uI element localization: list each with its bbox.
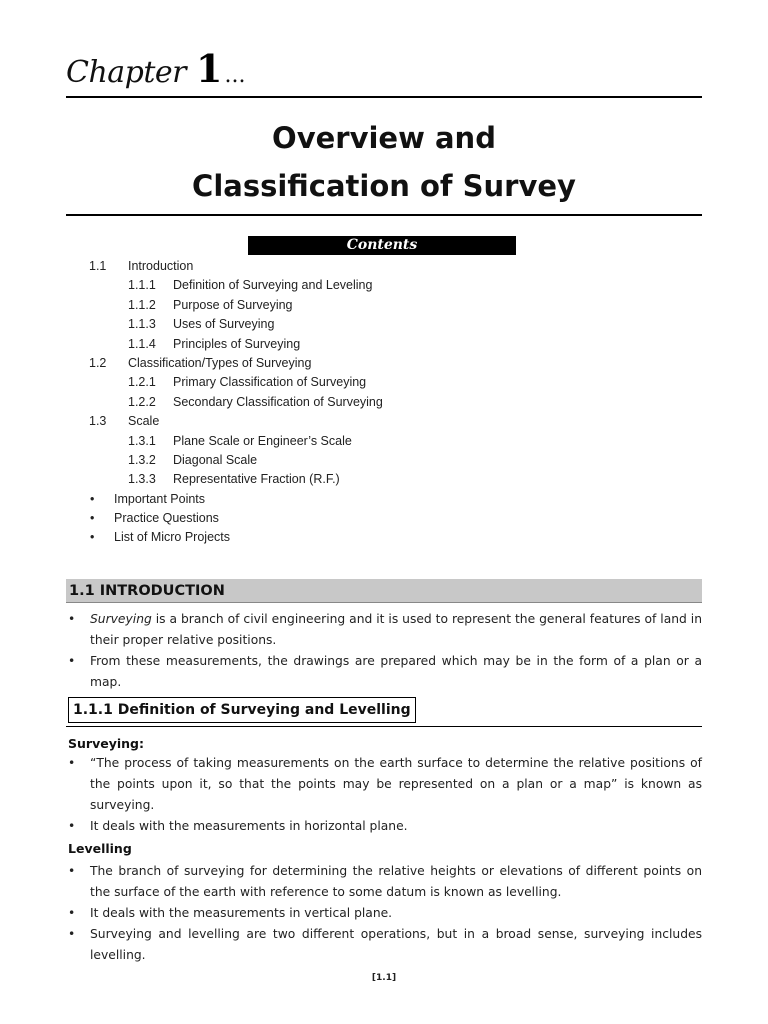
- toc-item: [89, 528, 509, 547]
- toc-item-number: 1.1.1: [128, 278, 156, 293]
- list-item-text: Surveying and levelling are two different operations, but in a broad sense, surveying includes levelling.: [90, 927, 702, 962]
- toc-item-label: Plane Scale or Engineer’s Scale: [173, 433, 352, 448]
- list-item: [66, 609, 702, 651]
- title-line-1: Overview and: [272, 121, 496, 155]
- chapter-number: 1: [196, 46, 223, 91]
- toc-item-number: 1.3.2: [128, 452, 156, 467]
- toc-item: [89, 373, 509, 392]
- toc-item-label: Definition of Surveying and Leveling: [173, 278, 373, 293]
- bullet-icon: •: [68, 819, 76, 833]
- bullet-icon: •: [68, 864, 76, 878]
- toc-item: [89, 490, 509, 509]
- list-item-text: It deals with the measurements in horizontal plane.: [90, 819, 408, 833]
- title-rule: [66, 214, 702, 216]
- intro-bullet-list: [66, 609, 702, 693]
- toc-item-label: Uses of Surveying: [173, 317, 275, 332]
- toc-item: [89, 315, 509, 334]
- toc-item-number: 1.1.2: [128, 297, 156, 312]
- contents-heading: Contents: [248, 236, 516, 255]
- list-item: [66, 753, 702, 816]
- toc-item-number: 1.3.1: [128, 433, 156, 448]
- toc-item: [89, 276, 509, 295]
- chapter-heading: [66, 46, 245, 96]
- toc-item-label: Primary Classification of Surveying: [173, 375, 367, 390]
- toc-item: [89, 451, 509, 470]
- list-item-text: It deals with the measurements in vertical plane.: [90, 906, 393, 920]
- toc-item-label: Classification/Types of Surveying: [128, 355, 312, 370]
- toc-item-label: Secondary Classification of Surveying: [173, 394, 383, 409]
- list-item-text: “The process of taking measurements on the earth surface to determine the relative positions of the points upon it, so that the points may be represented on a plan or a map” is known as surveying.: [90, 756, 702, 812]
- bullet-icon: •: [68, 654, 76, 668]
- chapter-dots: ...: [224, 63, 246, 88]
- toc-item: [89, 432, 509, 451]
- toc-item: [89, 509, 509, 528]
- toc-item-number: 1.1.3: [128, 317, 156, 332]
- list-item: [66, 903, 702, 924]
- surveying-bullet-list: [66, 753, 702, 837]
- toc-item-label: Introduction: [128, 259, 194, 273]
- list-item: [66, 861, 702, 903]
- bullet-icon: •: [68, 906, 76, 920]
- levelling-label: Levelling: [68, 841, 132, 856]
- bullet-icon: •: [90, 530, 95, 545]
- toc-item-label: Diagonal Scale: [173, 452, 258, 467]
- subsection-heading: 1.1.1 Definition of Surveying and Levelling: [68, 697, 416, 723]
- toc-item-number: 1.1.4: [128, 336, 156, 351]
- surveying-label: Surveying:: [68, 736, 144, 751]
- toc-item: [89, 412, 509, 431]
- bullet-icon: •: [90, 491, 95, 506]
- subsection-rule: [66, 726, 702, 727]
- toc-item-label: Practice Questions: [114, 511, 219, 526]
- section-heading: 1.1 INTRODUCTION: [66, 579, 702, 603]
- toc-item-number: 1.2.2: [128, 394, 156, 409]
- toc-item-label: Important Points: [114, 491, 206, 506]
- bullet-icon: •: [68, 612, 76, 626]
- title-line-2: Classification of Survey: [192, 169, 576, 203]
- toc-item-number: 1.1: [89, 259, 107, 273]
- list-item: [66, 816, 702, 837]
- toc-item-label: Principles of Surveying: [173, 336, 301, 351]
- toc-item-number: 1.3.3: [128, 472, 156, 487]
- chapter-rule: [66, 96, 702, 98]
- bullet-icon: •: [68, 756, 76, 770]
- chapter-word: Chapter: [66, 55, 187, 90]
- toc-item: [89, 354, 509, 373]
- table-of-contents: [89, 257, 509, 548]
- bullet-icon: •: [90, 511, 95, 526]
- bullet-icon: •: [68, 927, 76, 941]
- list-item: [66, 924, 702, 966]
- emphasis-term: Surveying: [90, 612, 152, 626]
- toc-item: [89, 257, 509, 276]
- chapter-title: [66, 114, 702, 210]
- toc-item-label: Representative Fraction (R.F.): [173, 472, 340, 487]
- toc-item-label: Purpose of Surveying: [173, 297, 293, 312]
- list-item: [66, 651, 702, 693]
- list-item-text: The branch of surveying for determining the relative heights or elevations of different points on the surface of the earth with reference to some datum is known as levelling.: [90, 864, 702, 899]
- list-item-text: is a branch of civil engineering and it is used to represent the general features of land in their proper relative positions.: [90, 612, 702, 647]
- toc-item-number: 1.2.1: [128, 375, 156, 390]
- toc-item: [89, 296, 509, 315]
- toc-item-number: 1.2: [89, 355, 107, 370]
- levelling-bullet-list: [66, 861, 702, 966]
- list-item-text: From these measurements, the drawings are prepared which may be in the form of a plan or a map.: [90, 654, 702, 689]
- page-number: [1.1]: [371, 973, 397, 983]
- toc-item-number: 1.3: [89, 414, 107, 429]
- toc-item: [89, 470, 509, 489]
- toc-item: [89, 335, 509, 354]
- toc-item: [89, 393, 509, 412]
- toc-item-label: Scale: [128, 414, 160, 429]
- toc-item-label: List of Micro Projects: [114, 530, 231, 545]
